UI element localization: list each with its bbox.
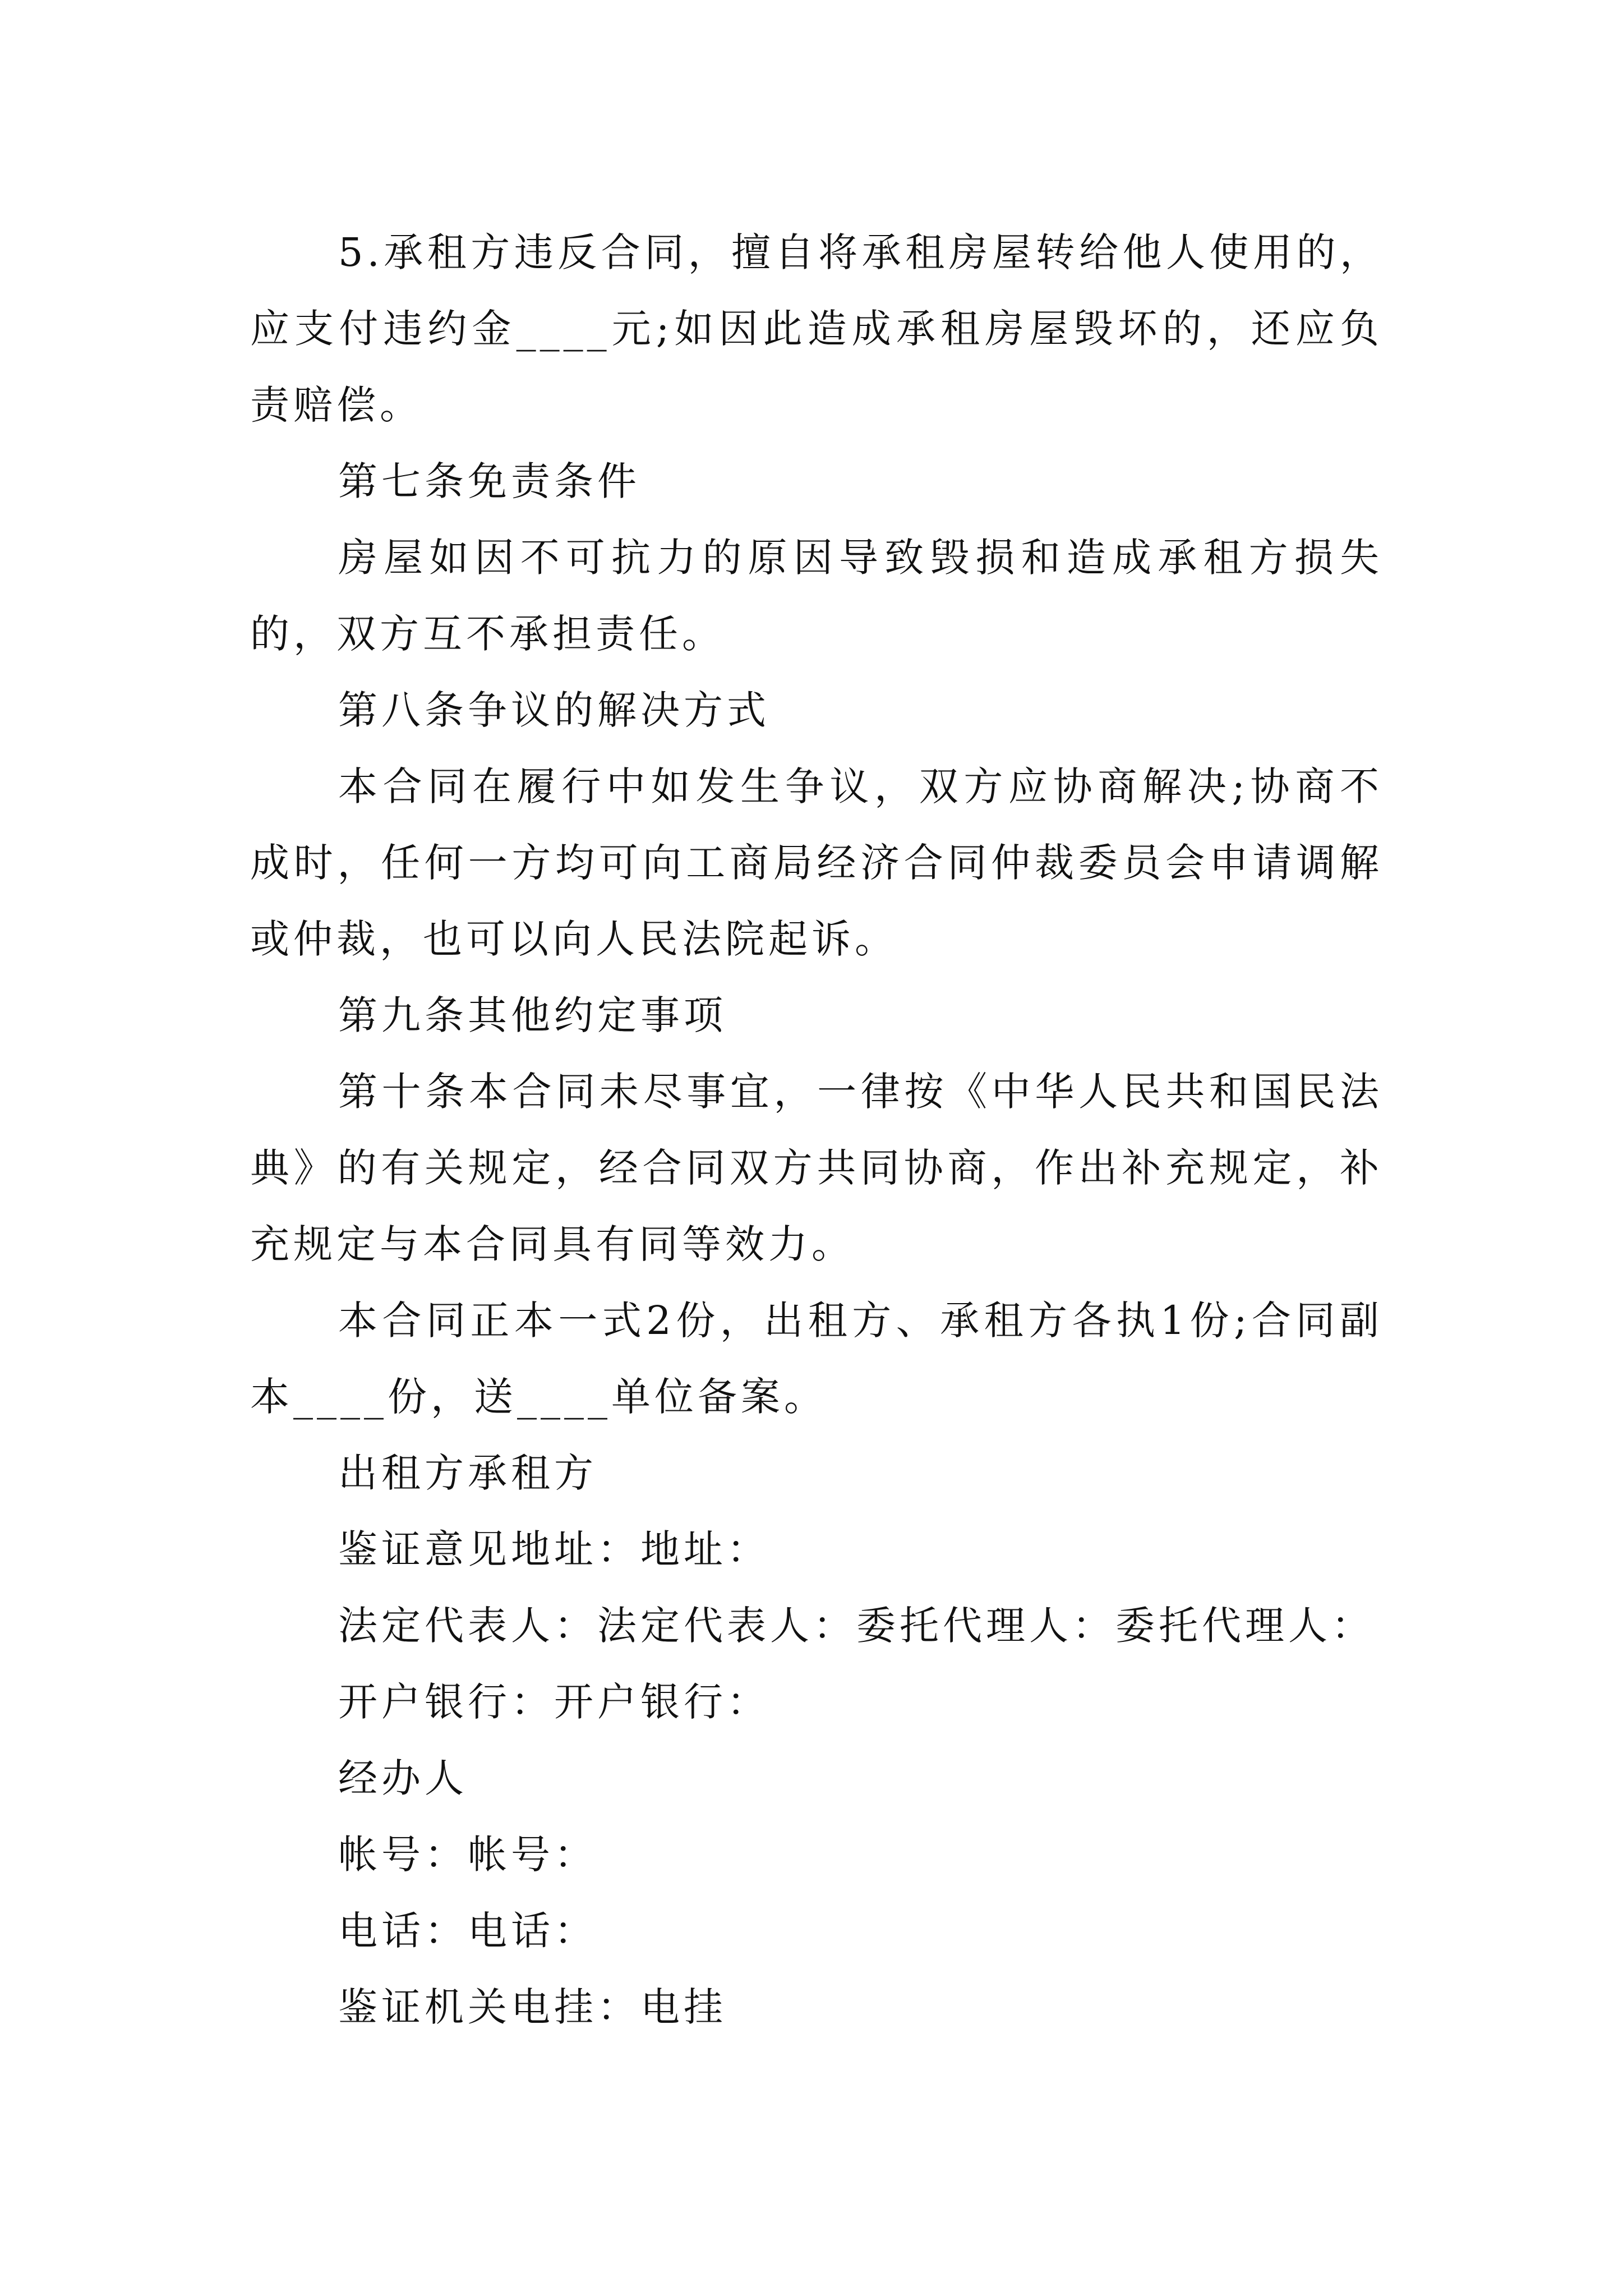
copies-paragraph: 本合同正本一式2份，出租方、承租方各执1份;合同副本____份，送____单位备案。 bbox=[250, 1297, 1383, 1420]
phone-line: 电话：电话： bbox=[338, 1908, 597, 1954]
document-page bbox=[250, 214, 1383, 2045]
handler-line: 经办人 bbox=[338, 1755, 468, 1801]
article-7-heading: 第七条免责条件 bbox=[338, 458, 640, 504]
telegraph-line: 鉴证机关电挂：电挂 bbox=[338, 1984, 727, 2030]
account-line: 帐号：帐号： bbox=[338, 1832, 597, 1878]
lessor-lessee-line: 出租方承租方 bbox=[338, 1450, 597, 1496]
address-line: 鉴证意见地址：地址： bbox=[338, 1526, 770, 1572]
bank-line: 开户银行：开户银行： bbox=[338, 1679, 770, 1725]
clause-5-penalty: 5.承租方违反合同，擅自将承租房屋转给他人使用的，应支付违约金____元;如因此造成承租房屋毁坏的，还应负责赔偿。 bbox=[250, 229, 1383, 428]
article-9-heading: 第九条其他约定事项 bbox=[338, 992, 727, 1038]
article-8-body: 本合同在履行中如发生争议，双方应协商解决;协商不成时，任何一方均可向工商局经济合同仲裁委员会申请调解或仲裁，也可以向人民法院起诉。 bbox=[250, 763, 1383, 962]
article-10-body: 第十条本合同未尽事宜，一律按《中华人民共和国民法典》的有关规定，经合同双方共同协商，作出补充规定，补充规定与本合同具有同等效力。 bbox=[250, 1069, 1383, 1267]
representative-line: 法定代表人：法定代表人：委托代理人：委托代理人： bbox=[338, 1603, 1375, 1649]
article-7-body: 房屋如因不可抗力的原因导致毁损和造成承租方损失的，双方互不承担责任。 bbox=[250, 535, 1383, 657]
article-8-heading: 第八条争议的解决方式 bbox=[338, 687, 770, 733]
